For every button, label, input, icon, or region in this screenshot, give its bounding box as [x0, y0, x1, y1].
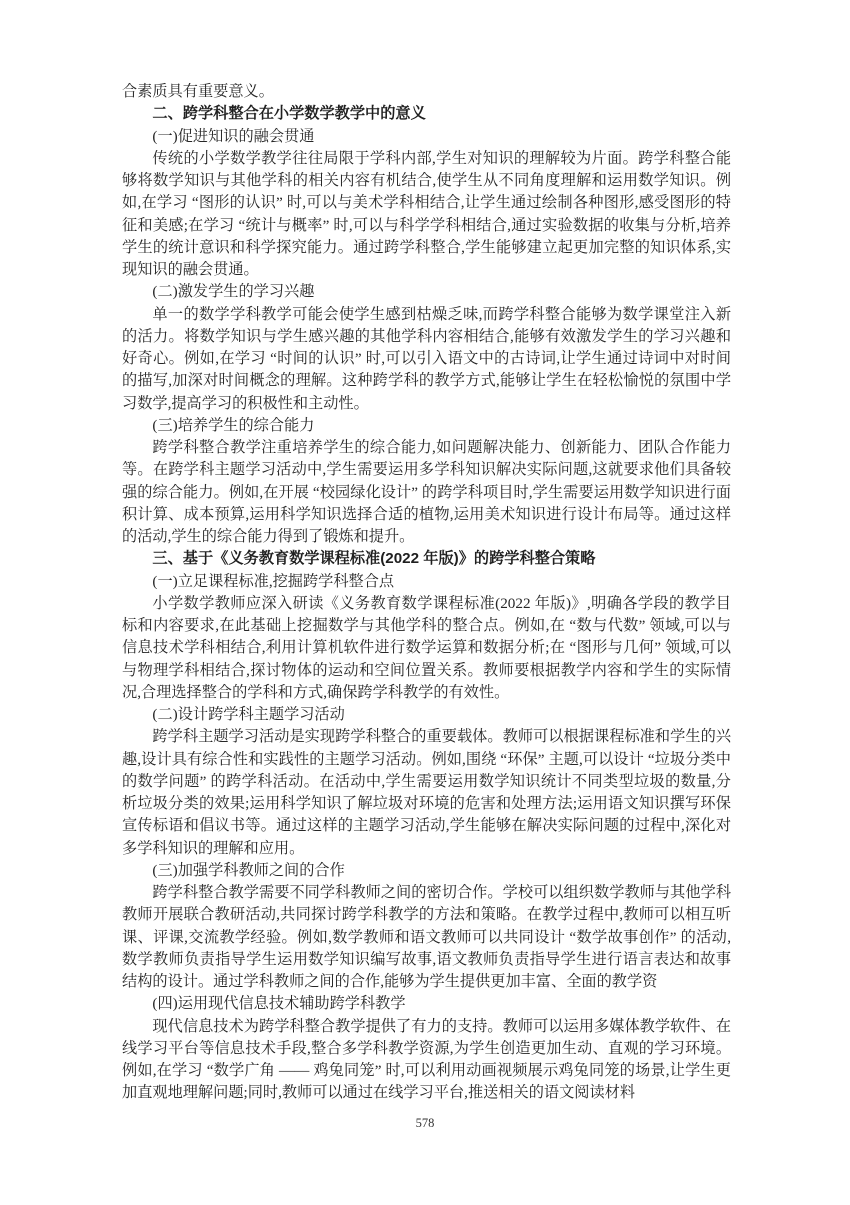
- subheading-3-4: (四)运用现代信息技术辅助跨学科教学: [152, 995, 406, 1013]
- paragraph: 现代信息技术为跨学科整合教学提供了有力的支持。教师可以运用多媒体教学软件、在线学习平台等信息技术手段,整合多学科教学资源,为学生创造更加生动、直观的学习环境。例如,在学习 “数学广角 —— 鸡兔同笼” 时,可以利用动画视频展示鸡兔同笼的场景,让学生更加直观地理解问题;同时,教师可以通过在线学习平台,推送相关的语文阅读材料: [122, 1017, 731, 1102]
- subheading-2-3: (三)培养学生的综合能力: [152, 416, 315, 434]
- subheading-3-3: (三)加强学科教师之间的合作: [152, 861, 345, 879]
- subheading-3-2: (二)设计跨学科主题学习活动: [152, 706, 345, 723]
- section-heading-3: 三、基于《义务教育数学课程标准(2022 年版)》的跨学科整合策略: [152, 550, 596, 568]
- paragraph: 单一的数学学科教学可能会使学生感到枯燥乏味,而跨学科整合能够为数学课堂注入新的活力。将数学知识与学生感兴趣的其他学科内容相结合,能够有效激发学生的学习兴趣和好奇心。例如,在学习 “时间的认识” 时,可以引入语文中的古诗词,让学生通过诗词中对时间的描写,加深对时间概念的理解。这种跨学科的教学方式,能够让学生在轻松愉悦的氛围中学习数学,提高学习的积极性和主动性。: [122, 305, 731, 412]
- paragraph-continued-from-previous-page: 合素质具有重要意义。: [122, 83, 274, 100]
- paragraph: 小学数学教师应深入研读《义务教育数学课程标准(2022 年版)》,明确各学段的教学目标和内容要求,在此基础上挖掘数学与其他学科的整合点。例如,在 “数与代数” 领域,可以与信息技术学科相结合,利用计算机软件进行数学运算和数据分析;在 “图形与几何” 领域,可以与物理学科相结合,探讨物体的运动和空间位置关系。教师要根据教学内容和学生的实际情况,合理选择整合的学科和方式,确保跨学科教学的有效性。: [122, 594, 731, 701]
- section-heading-2: 二、跨学科整合在小学数学教学中的意义: [152, 105, 426, 123]
- subheading-2-1: (一)促进知识的融会贯通: [152, 127, 315, 145]
- paragraph: 传统的小学数学教学往往局限于学科内部,学生对知识的理解较为片面。跨学科整合能够将数学知识与其他学科的相关内容有机结合,使学生从不同角度理解和运用数学知识。例如,在学习 “图形的认识” 时,可以与美术学科相结合,让学生通过绘制各种图形,感受图形的特征和美感;在学习 “统计与概率” 时,可以与科学学科相结合,通过实验数据的收集与分析,培养学生的统计意识和科学探究能力。通过跨学科整合,学生能够建立起更加完整的知识体系,实现知识的融会贯通。: [122, 149, 731, 278]
- document-content: [122, 81, 731, 1105]
- subheading-3-1: (一)立足课程标准,挖掘跨学科整合点: [152, 572, 395, 590]
- subheading-2-2: (二)激发学生的学习兴趣: [152, 283, 315, 301]
- paragraph: 跨学科主题学习活动是实现跨学科整合的重要载体。教师可以根据课程标准和学生的兴趣,设计具有综合性和实践性的主题学习活动。例如,围绕 “环保” 主题,可以设计 “垃圾分类中的数学问题” 的跨学科活动。在活动中,学生需要运用数学知识统计不同类型垃圾的数量,分析垃圾分类的效果;运用科学知识了解垃圾对环境的危害和处理方法;运用语文知识撰写环保宣传标语和倡议书等。通过这样的主题学习活动,学生能够在解决实际问题的过程中,深化对多学科知识的理解和应用。: [122, 728, 731, 857]
- paragraph: 跨学科整合教学需要不同学科教师之间的密切合作。学校可以组织数学教师与其他学科教师开展联合教研活动,共同探讨跨学科教学的方法和策略。在教学过程中,教师可以相互听课、评课,交流教学经验。例如,数学教师和语文教师可以共同设计 “数学故事创作” 的活动,数学教师负责指导学生运用数学知识编写故事,语文教师负责指导学生进行语言表达和故事结构的设计。通过学科教师之间的合作,能够为学生提供更加丰富、全面的教学资: [122, 884, 731, 990]
- page-number: 578: [415, 1116, 435, 1130]
- paragraph: 跨学科整合教学注重培养学生的综合能力,如问题解决能力、创新能力、团队合作能力等。在跨学科主题学习活动中,学生需要运用多学科知识解决实际问题,这就要求他们具备较强的综合能力。例如,在开展 “校园绿化设计” 的跨学科项目时,学生需要运用数学知识进行面积计算、成本预算,运用科学知识选择合适的植物,运用美术知识进行设计布局等。通过这样的活动,学生的综合能力得到了锻炼和提升。: [122, 439, 731, 545]
